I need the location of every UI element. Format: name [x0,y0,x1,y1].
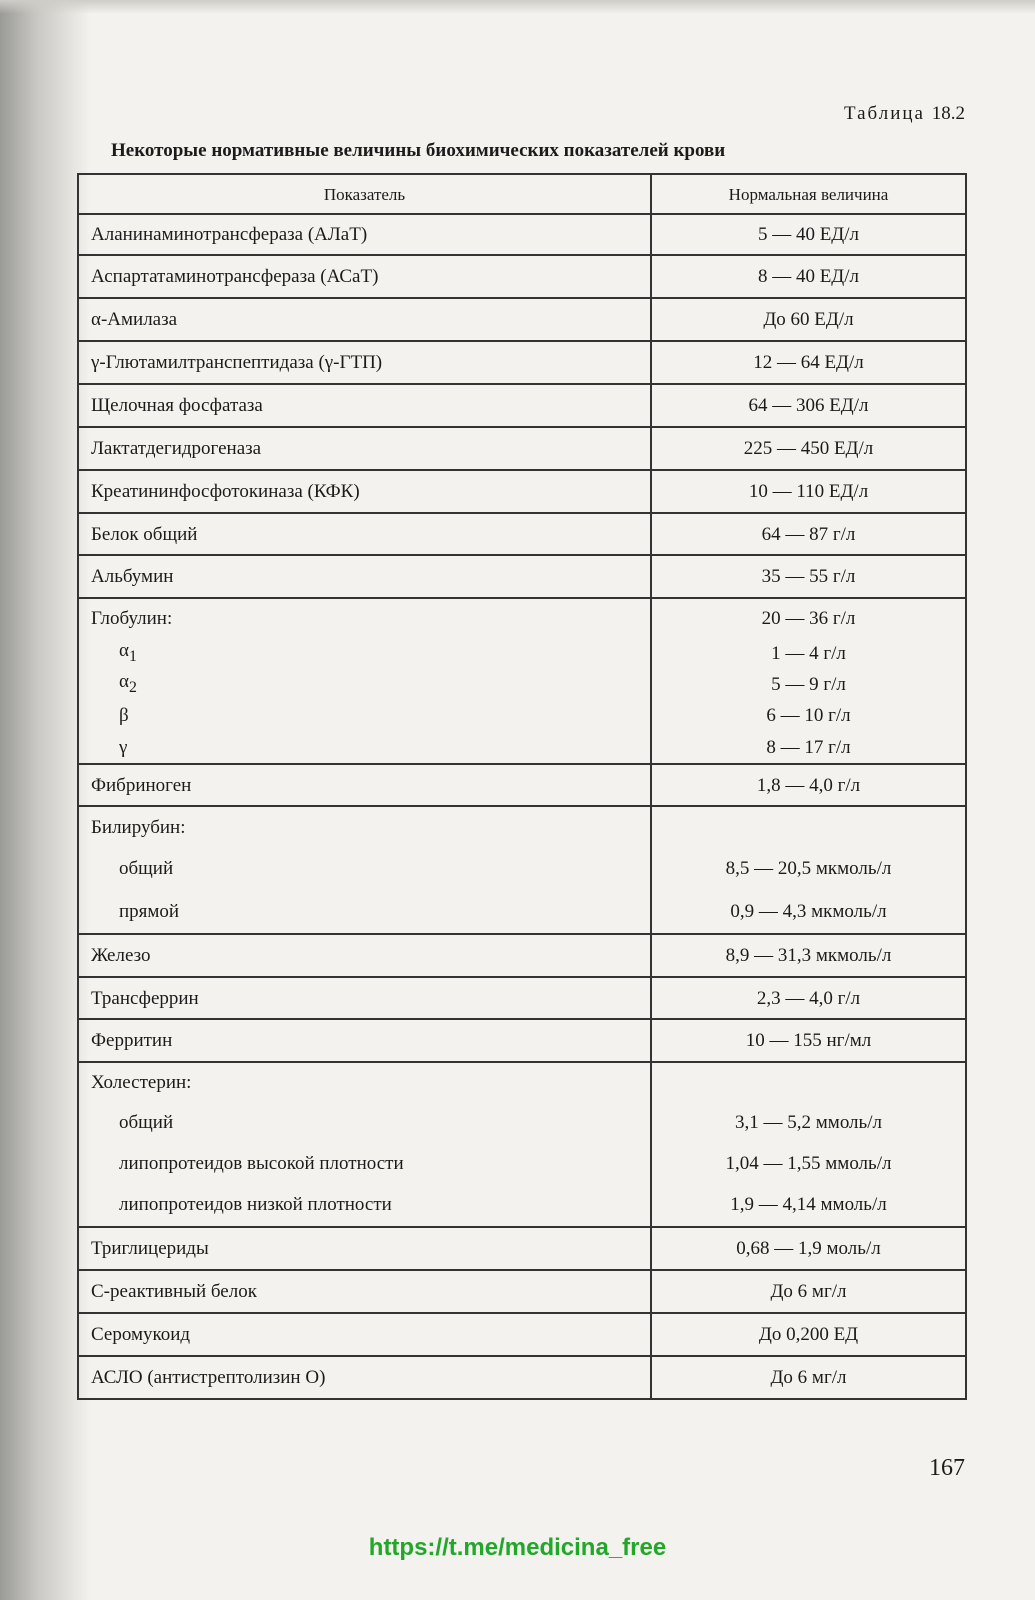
table-row [78,555,966,598]
row-name: γ-Глютамилтранспептидаза (γ-ГТП) [78,341,651,384]
row-name: липопротеидов низкой плотности [78,1183,651,1227]
row-name-sub: 2 [128,678,137,696]
row-value: До 6 мг/л [651,1270,966,1313]
row-value: 225 — 450 ЕД/л [651,427,966,470]
table-row [78,384,966,427]
row-value: 10 — 110 ЕД/л [651,470,966,513]
row-name: Лактатдегидрогеназа [78,427,651,470]
row-name: Трансферрин [78,977,651,1019]
row-name: Глобулин: [78,598,651,638]
table-caption: Некоторые нормативные величины биохимических показателей крови [111,140,726,161]
row-name: Ферритин [78,1019,651,1062]
table-row [78,669,966,700]
table-row [78,298,966,341]
table-row [78,977,966,1019]
row-value: 1 — 4 г/л [651,638,966,669]
row-name: Аспартатаминотрансфераза (АСаТ) [78,255,651,298]
row-name: Креатининфосфотокиназа (КФК) [78,470,651,513]
telegram-link[interactable]: https://t.me/medicina_free [368,1534,667,1561]
table-row [78,890,966,934]
header-normal: Нормальная величина [651,174,966,214]
table-row [78,1102,966,1143]
row-name [78,669,651,700]
row-value: 8 — 17 г/л [651,731,966,764]
table-row [78,806,966,847]
table-header-row [78,174,966,214]
table-row [78,638,966,669]
table-row [78,1270,966,1313]
table-row [78,731,966,764]
table-row [78,1183,966,1227]
table-row [78,513,966,555]
table-row [78,470,966,513]
table-row [78,1143,966,1183]
row-name: Билирубин: [78,806,651,847]
row-value: 1,8 — 4,0 г/л [651,764,966,806]
row-name: Холестерин: [78,1062,651,1102]
row-name: Триглицериды [78,1227,651,1270]
row-name: Серомукоид [78,1313,651,1356]
row-name: Аланинаминотрансфераза (АЛаТ) [78,214,651,255]
row-name: β [78,700,651,731]
row-name: γ [78,731,651,764]
row-name: α-Амилаза [78,298,651,341]
row-value: 10 — 155 нг/мл [651,1019,966,1062]
row-name: АСЛО (антистрептолизин О) [78,1356,651,1399]
row-value: До 60 ЕД/л [651,298,966,341]
row-name: общий [78,847,651,890]
row-value: 1,9 — 4,14 ммоль/л [651,1183,966,1227]
row-value: 20 — 36 г/л [651,598,966,638]
table-row [78,847,966,890]
row-name: общий [78,1102,651,1143]
table-row [78,1227,966,1270]
header-indicator: Показатель [78,174,651,214]
table-row [78,598,966,638]
row-value: 64 — 87 г/л [651,513,966,555]
row-value: 3,1 — 5,2 ммоль/л [651,1102,966,1143]
row-value: 2,3 — 4,0 г/л [651,977,966,1019]
row-name: липопротеидов высокой плотности [78,1143,651,1183]
row-value: 64 — 306 ЕД/л [651,384,966,427]
row-value [651,1062,966,1102]
table-row [78,255,966,298]
row-name-base: α [119,671,129,693]
row-name-sub: 1 [128,647,137,665]
row-name-base: α [119,640,129,662]
table-label [844,103,965,125]
table-row [78,427,966,470]
table-number: 18.2 [931,103,965,124]
table-row [78,1313,966,1356]
row-value: 35 — 55 г/л [651,555,966,598]
row-name: Фибриноген [78,764,651,806]
table-row [78,341,966,384]
row-value: 8 — 40 ЕД/л [651,255,966,298]
row-value: 12 — 64 ЕД/л [651,341,966,384]
row-value [651,806,966,847]
table-row [78,214,966,255]
table-row [78,1356,966,1399]
table-row [78,764,966,806]
row-value: 5 — 9 г/л [651,669,966,700]
row-value: 0,68 — 1,9 моль/л [651,1227,966,1270]
row-value: 8,5 — 20,5 мкмоль/л [651,847,966,890]
table-row [78,700,966,731]
row-value: 0,9 — 4,3 мкмоль/л [651,890,966,934]
row-value: 8,9 — 31,3 мкмоль/л [651,934,966,977]
row-value: 1,04 — 1,55 ммоль/л [651,1143,966,1183]
row-value: До 6 мг/л [651,1356,966,1399]
table-label-text: Таблица [843,103,925,124]
table-row [78,1019,966,1062]
table-row [78,934,966,977]
row-name: С-реактивный белок [78,1270,651,1313]
page-number: 167 [929,1455,965,1481]
row-value: 5 — 40 ЕД/л [651,214,966,255]
row-name: Щелочная фосфатаза [78,384,651,427]
row-value: До 0,200 ЕД [651,1313,966,1356]
row-value: 6 — 10 г/л [651,700,966,731]
row-name: Белок общий [78,513,651,555]
row-name: Альбумин [78,555,651,598]
row-name [78,638,651,669]
row-name: прямой [78,890,651,934]
page-top-edge [0,0,1035,14]
row-name: Железо [78,934,651,977]
biochemistry-table [77,173,967,1400]
table-row [78,1062,966,1102]
